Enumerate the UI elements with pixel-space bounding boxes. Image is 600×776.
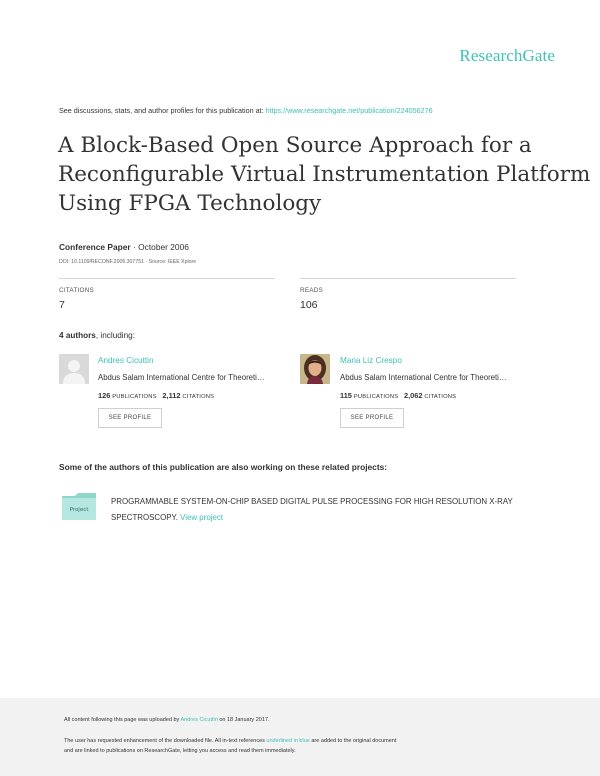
enhancement-text-c: and are linked to publications on ResearchGate, letting you access and read them immediately. [64,747,296,754]
see-profile-button[interactable]: SEE PROFILE [98,408,162,428]
project-title-line-1: PROGRAMMABLE SYSTEM-ON-CHIP BASED DIGITAL PULSE PROCESSING FOR HIGH RESOLUTION X-RAY [111,497,513,506]
author-photo-icon [300,354,330,384]
doi-source: DOI: 10.1109/RECONF.2006.307751 · Source: IEEE Xplore [59,259,197,265]
discussion-notice [59,106,433,115]
author-stats [98,391,214,400]
author-avatar-cicuttin[interactable] [59,354,89,384]
project-folder-icon [62,492,96,520]
reads-label: READS [300,287,324,294]
author-institution: Abdus Salam International Centre for Theoreti… [98,373,265,382]
researchgate-logo[interactable]: ResearchGate [459,46,555,65]
authors-count: 4 authors [59,331,96,340]
uploader-link[interactable]: Andres Cicuttin [180,717,218,723]
see-profile-button[interactable]: SEE PROFILE [340,408,404,428]
underlined-blue-link[interactable]: underlined in blue [266,738,310,744]
view-project-link[interactable]: View project [180,512,223,522]
authors-suffix: , including: [95,331,136,340]
user-silhouette-icon [59,354,89,384]
title-line-3: Using FPGA Technology [58,191,322,216]
author-citations-count: 2,062 [404,391,423,400]
publication-date: · October 2006 [130,242,189,252]
publication-url-link[interactable]: https://www.researchgate.net/publication/224056276 [265,106,433,115]
author-publications-label: PUBLICATIONS [353,394,399,400]
citations-label: CITATIONS [59,287,94,294]
enhancement-text-b: are added to the original document [309,738,397,744]
author-publications-count: 115 [340,391,352,400]
title-line-1: A Block-Based Open Source Approach for a [58,133,532,158]
title-line-2: Reconfigurable Virtual Instrumentation Platform [58,162,591,187]
author-citations-count: 2,112 [162,391,181,400]
reads-value: 106 [300,299,318,311]
author-stats [340,391,456,400]
project-icon-label: Project [69,507,89,513]
publication-type [59,242,189,252]
author-citations-label: CITATIONS [424,394,457,400]
author-name-link[interactable]: Maria Liz Crespo [340,356,402,365]
divider-reads [300,278,516,279]
author-citations-label: CITATIONS [182,394,215,400]
author-name-link[interactable]: Andres Cicuttin [98,356,154,365]
project-title-line-2: SPECTROSCOPY. [111,512,178,522]
project-icon[interactable] [62,492,96,520]
author-publications-label: PUBLICATIONS [112,394,157,400]
author-publications-count: 126 [98,391,111,400]
upload-text-a: All content following this page was uploaded by [64,717,181,723]
author-institution: Abdus Salam International Centre for Theoreti… [340,373,507,382]
enhancement-text-a: The user has requested enhancement of the downloaded file. All in-text references [64,738,267,744]
divider-citations [59,278,275,279]
upload-notice [64,717,269,723]
project-entry [111,494,551,525]
publication-type-label: Conference Paper [59,242,131,252]
upload-text-b: on 18 January 2017. [217,717,270,723]
authors-heading [59,331,135,340]
publication-title [58,131,591,218]
citations-value: 7 [59,299,65,311]
author-avatar-crespo[interactable] [300,354,330,384]
related-projects-heading: Some of the authors of this publication are also working on these related projects: [59,462,388,472]
discussion-text: See discussions, stats, and author profiles for this publication at: [59,106,266,115]
enhancement-notice [64,737,534,756]
